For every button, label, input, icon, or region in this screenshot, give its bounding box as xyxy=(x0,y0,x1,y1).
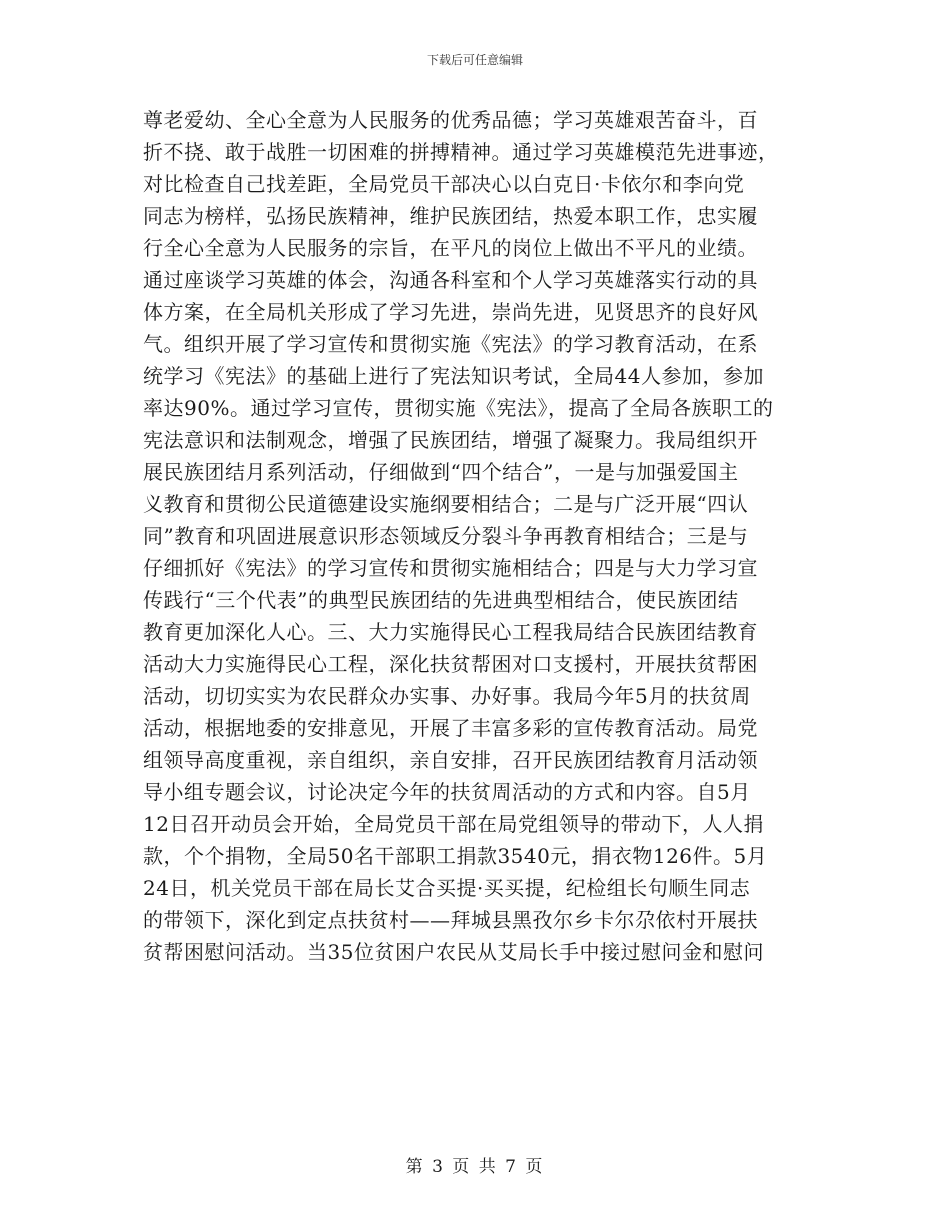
text-line: 24日，机关党员干部在局长艾合买提·买买提，纪检组长句顺生同志 xyxy=(143,876,751,900)
text-line: 款，个个捐物，全局50名干部职工捐款3540元，捐衣物126件。5月 xyxy=(143,844,768,868)
page-number: 第 3 页 共 7 页 xyxy=(405,1157,545,1177)
text-line: 同志为榜样，弘扬民族精神，维护民族团结，热爱本职工作，忠实履 xyxy=(143,204,758,228)
document-body xyxy=(143,104,815,968)
text-line: 展民族团结月系列活动，仔细做到“四个结合”，一是与加强爱国主 xyxy=(143,460,739,484)
text-line: 体方案，在全局机关形成了学习先进，崇尚先进，见贤思齐的良好风 xyxy=(143,300,758,324)
text-line: 的带领下，深化到定点扶贫村——拜城县黑孜尔乡卡尔尕依村开展扶 xyxy=(143,908,758,932)
page-header-note: 下载后可任意编辑 xyxy=(426,53,523,67)
text-line: 宪法意识和法制观念，增强了民族团结，增强了凝聚力。我局组织开 xyxy=(143,428,758,452)
text-line: 传践行“三个代表”的典型民族团结的先进典型相结合，使民族团结 xyxy=(143,588,739,612)
text-line: 组领导高度重视，亲自组织，亲自安排，召开民族团结教育月活动领 xyxy=(143,748,758,772)
text-line: 气。组织开展了学习宣传和贯彻实施《宪法》的学习教育活动，在系 xyxy=(143,332,758,356)
text-line: 行全心全意为人民服务的宗旨，在平凡的岗位上做出不平凡的业绩。 xyxy=(143,236,758,260)
text-line: 率达90%。通过学习宣传，贯彻实施《宪法》，提高了全局各族职工的 xyxy=(143,396,774,420)
text-line: 同”教育和巩固进展意识形态领域反分裂斗争再教育相结合；三是与 xyxy=(143,524,749,548)
text-line: 活动，根据地委的安排意见，开展了丰富多彩的宣传教育活动。局党 xyxy=(143,716,758,740)
text-line: 活动大力实施得民心工程，深化扶贫帮困对口支援村，开展扶贫帮困 xyxy=(143,652,758,676)
text-line: 义教育和贯彻公民道德建设实施纲要相结合；二是与广泛开展“四认 xyxy=(143,492,749,516)
text-line: 尊老爱幼、全心全意为人民服务的优秀品德；学习英雄艰苦奋斗，百 xyxy=(143,108,758,132)
text-line: 12日召开动员会开始，全局党员干部在局党组领导的带动下，人人捐 xyxy=(143,812,764,836)
text-line: 对比检查自己找差距，全局党员干部决心以白克日·卡依尔和李向党 xyxy=(143,172,745,196)
text-line: 通过座谈学习英雄的体会，沟通各科室和个人学习英雄落实行动的具 xyxy=(143,268,758,292)
text-line: 教育更加深化人心。三、大力实施得民心工程我局结合民族团结教育 xyxy=(143,620,758,644)
text-line: 仔细抓好《宪法》的学习宣传和贯彻实施相结合；四是与大力学习宣 xyxy=(143,556,758,580)
text-line: 折不挠、敢于战胜一切困难的拼搏精神。通过学习英雄模范先进事迹， xyxy=(143,140,779,164)
text-line: 活动，切切实实为农民群众办实事、办好事。我局今年5月的扶贫周 xyxy=(143,684,751,708)
text-line: 导小组专题会议，讨论决定今年的扶贫周活动的方式和内容。自5月 xyxy=(143,780,751,804)
text-line: 贫帮困慰问活动。当35位贫困户农民从艾局长手中接过慰问金和慰问 xyxy=(143,940,764,964)
text-line: 统学习《宪法》的基础上进行了宪法知识考试，全局44人参加，参加 xyxy=(143,364,764,388)
